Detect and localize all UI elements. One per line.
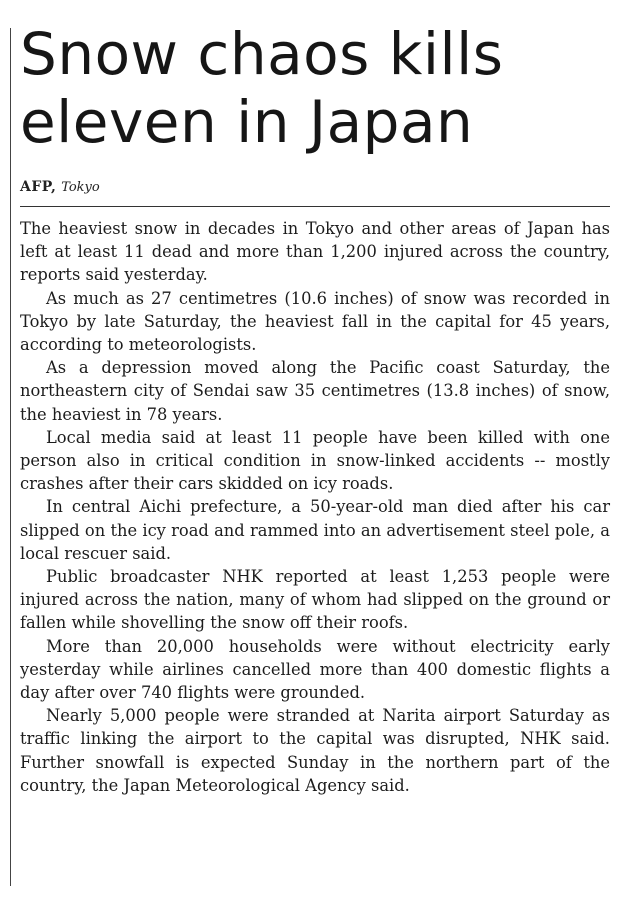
paragraph: As a depression moved along the Pacific coast Saturday, the northeastern city of Sendai saw 35 centimetres (13.8 inches) of snow, the heaviest in 78 years. (20, 358, 610, 424)
paragraph: The heaviest snow in decades in Tokyo and other areas of Japan has left at least 11 dead and more than 1,200 injured across the country, reports said yesterday. (20, 219, 610, 285)
byline (20, 176, 610, 198)
column-rule (10, 28, 11, 886)
byline-dateline: Tokyo (61, 180, 100, 195)
paragraph: Local media said at least 11 people have been killed with one person also in critical condition in snow-linked accidents -- mostly crashes after their cars skidded on icy roads. (20, 427, 610, 494)
paragraph: Public broadcaster NHK reported at least 1,253 people were injured across the nation, many of whom had slipped on the ground or fallen while shovelling the snow off their roofs. (20, 567, 610, 633)
paragraph: More than 20,000 households were without electricity early yesterday while airlines cancelled more than 400 domestic flights a day after over 740 flights were grounded. (20, 636, 610, 703)
paragraph: In central Aichi prefecture, a 50-year-old man died after his car slipped on the icy road and rammed into an advertisement steel pole, a local rescuer said. (20, 497, 610, 563)
article-body (20, 217, 610, 797)
byline-divider (20, 206, 610, 207)
headline: Snow chaos kills eleven in Japan (20, 20, 504, 156)
paragraph: Nearly 5,000 people were stranded at Narita airport Saturday as traffic linking the airport to the capital was disrupted, NHK said. Further snowfall is expected Sunday in the northern part of the country, the Japan Meteorological Agency said. (20, 706, 610, 795)
byline-agency: AFP, (20, 179, 57, 195)
paragraph: As much as 27 centimetres (10.6 inches) of snow was recorded in Tokyo by late Saturday, the heaviest fall in the capital for 45 years, according to meteorologists. (20, 288, 610, 355)
news-article (20, 0, 610, 797)
